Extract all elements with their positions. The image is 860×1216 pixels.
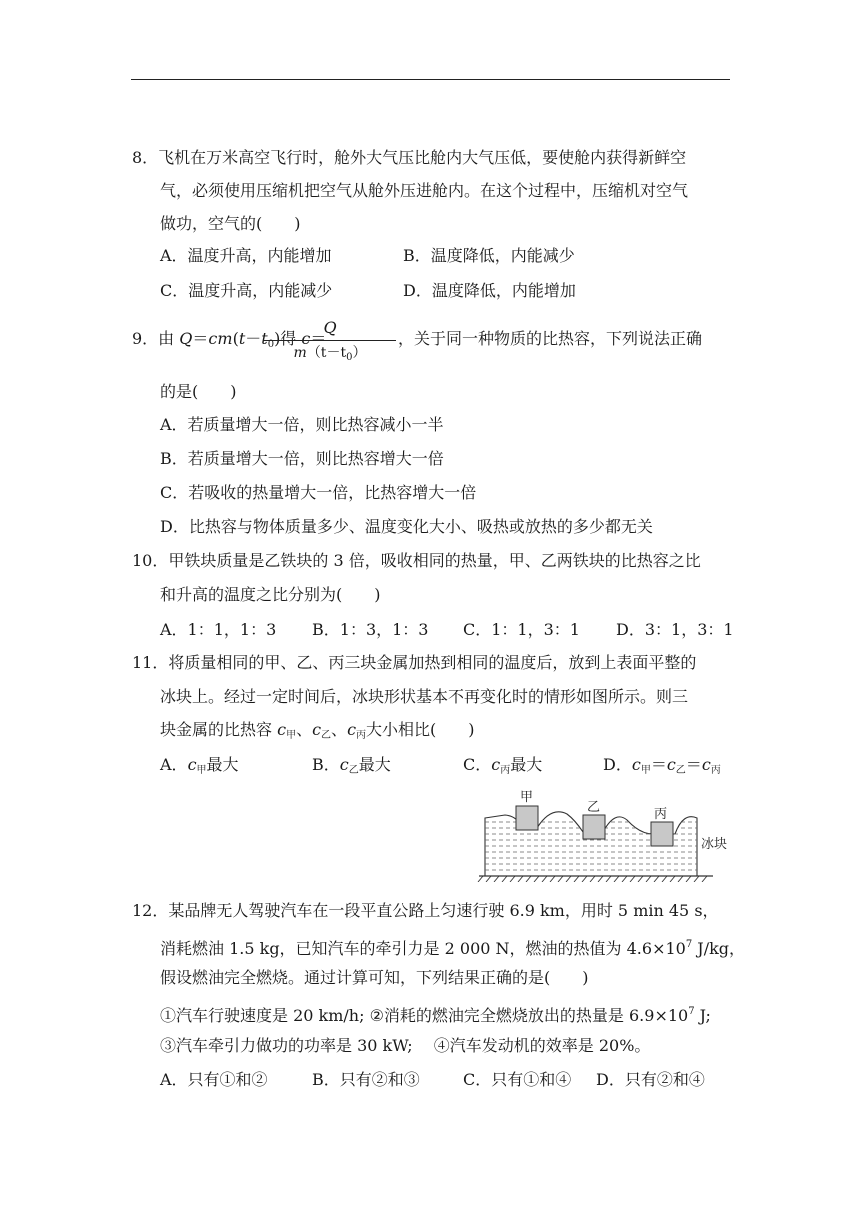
q12-line4-start: ①汽车行驶速度是 20 km/h; ②消耗的燃油完全燃烧放出的热量是 6.9×10: [160, 1006, 689, 1025]
q11-c-bing: c: [347, 720, 357, 739]
q12-line4-exp: 7: [688, 1006, 695, 1017]
q11-line3-end: 大小相比( ): [366, 720, 475, 739]
q9-lead: 9．由: [132, 329, 180, 348]
fig-label-yi: 乙: [587, 800, 601, 815]
metal-block-yi: [583, 815, 605, 839]
q9-option-a[interactable]: A．若质量增大一倍，则比热容减小一半: [160, 415, 444, 434]
q9-option-d[interactable]: D．比热容与物体质量多少、温度变化大小、吸热或放热的多少都无关: [160, 517, 653, 536]
q9-fraction-bar: [264, 340, 396, 341]
q11-c-yi: c: [312, 720, 322, 739]
q12-line2-exp: 7: [685, 939, 693, 950]
q11-sub-yi: 乙: [321, 730, 332, 741]
q11-d-sub2: 乙: [675, 765, 686, 776]
q9-den-rest: （t－t: [306, 345, 347, 361]
q11-b-most: 最大: [358, 755, 391, 774]
q12-line2-start: 消耗燃油 1.5 kg，已知汽车的牵引力是 2 000 N，燃油的热值为 4.6×10: [160, 939, 686, 958]
q12-line2-end: J/kg，: [692, 939, 746, 958]
q9-formula-eq2: ＝: [310, 329, 327, 348]
q9-line1-tail: ，关于同一种物质的比热容，下列说法正确: [398, 329, 703, 348]
q11-sub-bing: 丙: [356, 730, 367, 741]
q11-option-d[interactable]: [603, 754, 721, 782]
q10-line1: 10．甲铁块质量是乙铁块的 3 倍，吸收相同的热量，甲、乙两铁块的比热容之比: [132, 551, 701, 570]
q8-option-c[interactable]: C．温度升高，内能减少: [160, 281, 333, 300]
q11-c-sub: 丙: [500, 765, 511, 776]
q9-formula-paren: (: [232, 329, 239, 348]
q10-option-a[interactable]: A．1：1，1：3: [160, 620, 277, 639]
q11-b-sub: 乙: [348, 765, 359, 776]
q9-fraction-numerator: Q: [323, 318, 337, 337]
q12-option-a[interactable]: A．只有①和②: [160, 1070, 268, 1089]
q12-line5: ③汽车牵引力做功的功率是 30 kW; ④汽车发动机的效率是 20%。: [160, 1036, 651, 1055]
q12-line4-end: J;: [694, 1006, 711, 1025]
q11-sep1: 、: [296, 720, 313, 739]
metal-block-jia: [516, 806, 538, 830]
q11-d-sub3: 丙: [710, 765, 721, 776]
q11-c-most: 最大: [510, 755, 543, 774]
q11-a-prefix: A．: [160, 755, 188, 774]
q8-option-a[interactable]: A．温度升高，内能增加: [160, 246, 332, 265]
q11-d-c3: c: [701, 755, 711, 774]
q9-formula-t: t: [238, 329, 246, 348]
q9-formula-close: )得: [274, 329, 302, 348]
q12-option-d[interactable]: D．只有②和④: [596, 1070, 705, 1089]
fig-label-bing: 丙: [654, 807, 668, 822]
q11-d-prefix: D．: [603, 755, 632, 774]
q9-line2: 的是( ): [160, 382, 237, 401]
q11-line1: 11．将质量相同的甲、乙、丙三块金属加热到相同的温度后，放到上表面平整的: [132, 653, 697, 672]
q9-fraction-denominator: [264, 343, 396, 368]
q11-option-a[interactable]: [160, 754, 239, 782]
q11-option-b[interactable]: [312, 754, 391, 782]
q12-option-b[interactable]: B．只有②和③: [312, 1070, 420, 1089]
q11-sub-jia: 甲: [286, 730, 297, 741]
q9-den-end: ）: [352, 345, 367, 361]
q9-fraction: [264, 318, 396, 368]
q9-option-b[interactable]: B．若质量增大一倍，则比热容增大一倍: [160, 449, 444, 468]
metal-block-bing: [651, 822, 673, 846]
q9-formula-q: Q: [179, 329, 193, 348]
q11-c-c: c: [491, 755, 501, 774]
q11-c-jia: c: [277, 720, 287, 739]
q11-d-c2: c: [666, 755, 676, 774]
q9-option-c[interactable]: C．若吸收的热量增大一倍，比热容增大一倍: [160, 483, 477, 502]
q11-d-eq2: ＝: [685, 755, 702, 774]
q9-den-m: m: [293, 345, 307, 361]
q8-line1: 8．飞机在万米高空飞行时，舱外大气压比舱内大气压低，要使舱内获得新鲜空: [132, 148, 687, 167]
q10-option-c[interactable]: C．1：1，3：1: [463, 620, 580, 639]
q8-option-d[interactable]: D．温度降低，内能增加: [403, 281, 576, 300]
q11-option-c[interactable]: [463, 754, 542, 782]
q9-formula-cm: cm: [208, 329, 233, 348]
q10-line2: 和升高的温度之比分别为( ): [160, 585, 381, 604]
q8-option-b[interactable]: B．温度降低，内能减少: [403, 246, 575, 265]
q8-line3: 做功，空气的( ): [160, 214, 301, 233]
q11-d-c1: c: [631, 755, 641, 774]
q11-c-prefix: C．: [463, 755, 492, 774]
q11-b-c: c: [339, 755, 349, 774]
q11-a-c: c: [187, 755, 197, 774]
q11-line3-start: 块金属的比热容: [160, 720, 278, 739]
fig-label-ice: 冰块: [701, 837, 728, 852]
ground-hatch: [478, 876, 707, 882]
q11-b-prefix: B．: [312, 755, 340, 774]
q9-formula-t0: t: [261, 329, 268, 348]
q11-d-eq1: ＝: [650, 755, 667, 774]
q10-option-b[interactable]: B．1：3，1：3: [312, 620, 429, 639]
q8-line2: 气，必须使用压缩机把空气从舱外压进舱内。在这个过程中，压缩机对空气: [160, 181, 689, 200]
q11-line2: 冰块上。经过一定时间后，冰块形状基本不再变化时的情形如图所示。则三: [160, 687, 689, 706]
q12-line4: [160, 1001, 711, 1027]
header-rule: [131, 79, 730, 80]
q12-option-c[interactable]: C．只有①和④: [463, 1070, 572, 1089]
q9-formula-minus: －: [245, 329, 262, 348]
q12-line3: 假设燃油完全燃烧。通过计算可知，下列结果正确的是( ): [160, 968, 589, 987]
q11-a-sub: 甲: [196, 765, 207, 776]
fig-label-jia: 甲: [520, 790, 534, 805]
q11-ice-figure: [475, 790, 735, 882]
q12-line1: 12．某品牌无人驾驶汽车在一段平直公路上匀速行驶 6.9 km，用时 5 min 45 s，: [132, 901, 719, 920]
q11-d-sub1: 甲: [640, 765, 651, 776]
q9-formula-c: c: [301, 329, 311, 348]
q9-den-sub0: 0: [346, 352, 353, 363]
q12-line2: [160, 934, 745, 960]
q11-a-most: 最大: [206, 755, 239, 774]
q10-option-d[interactable]: D．3：1，3：1: [616, 620, 734, 639]
q11-line3: [160, 719, 475, 747]
q9-formula-sub0: 0: [267, 339, 275, 350]
q9-formula-eq: ＝: [192, 329, 209, 348]
q11-sep2: 、: [331, 720, 348, 739]
